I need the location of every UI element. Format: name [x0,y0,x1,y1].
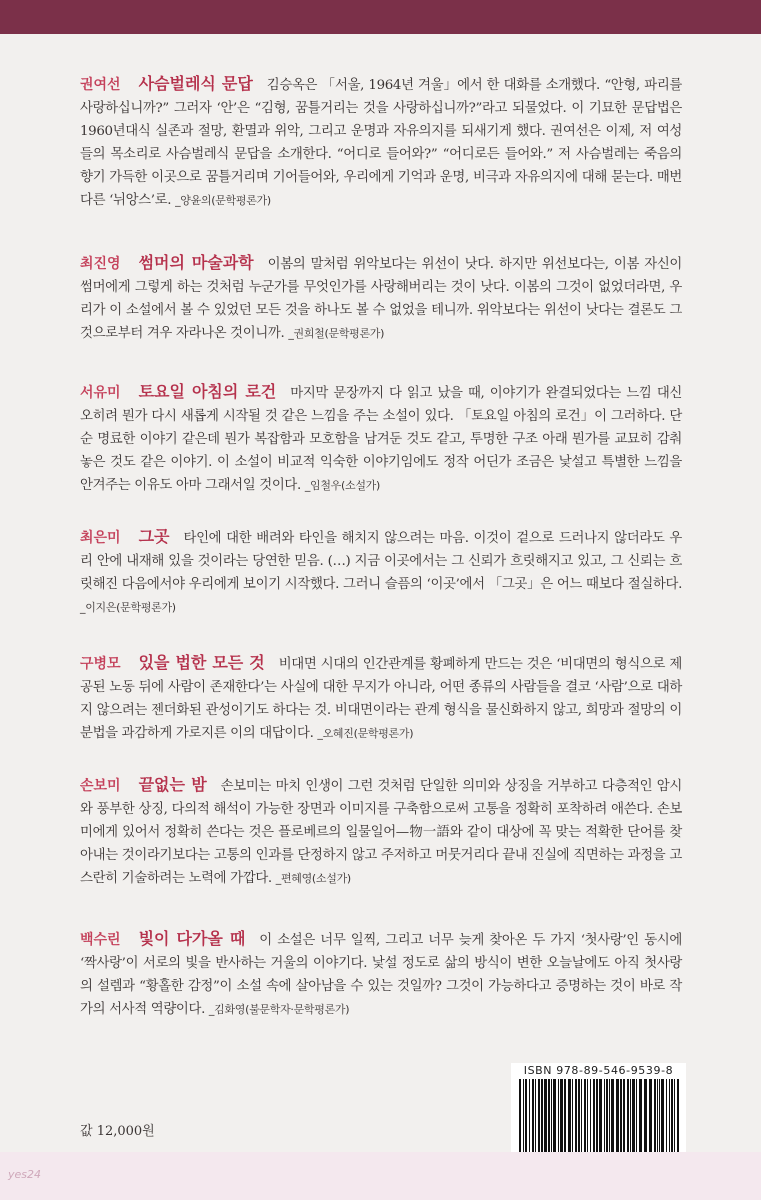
barcode-bar [575,1079,577,1155]
barcode-bar [620,1079,622,1155]
barcode-bar [632,1079,635,1155]
barcode-bar [519,1079,521,1155]
review-4 [80,525,682,619]
review-title: 그곳 [138,527,170,546]
review-credit: _김화영(불문학자·문학평론가) [208,1003,350,1016]
review-title: 썸머의 마술과학 [138,253,254,272]
review-title: 토요일 아침의 로건 [138,382,277,401]
barcode-bar [560,1079,563,1155]
review-author: 서유미 [80,385,121,401]
review-body: 비대면 시대의 인간관계를 황폐하게 만드는 것은 ‘비대면의 형식으로 제공된 노동 뒤에 사람이 존재한다’는 사실에 대한 무지가 아니라, 어떤 종류의 사람들을 결코 ‘사람’으로 대하지 않으려는 젠더화된 관성이기도 하다는 것. 비대면이라는 관계 형식을 물신화하지 않고, 희망과 절망의 이분법을 과감하게 가로지른 이의 대답이다. [80,657,683,741]
review-body: 이봄의 말처럼 위악보다는 위선이 낫다. 하지만 위선보다는, 이봄 자신이 썸머에게 그렇게 하는 것처럼 누군가를 무엇인가를 사랑해버리는 것이 낫다. 이봄의 그것이 없었더라면, 우리가 이 소설에서 볼 수 있었던 모든 것을 하나도 볼 수 없었을 테니까. 위악보다는 위선이 낫다는 결론도 그것으로부터 겨우 자라나온 것이니까. [80,257,682,341]
barcode-bar [578,1079,580,1155]
barcode-bar [551,1079,552,1155]
review-title: 빛이 다가올 때 [138,929,246,948]
barcode-bar [548,1079,550,1155]
bottom-color-band [0,1152,761,1200]
barcode-bar [558,1079,559,1155]
isbn-number: ISBN 978-89-546-9539-8 [523,1064,674,1077]
barcode-bar [644,1079,647,1155]
barcode-bar [671,1079,673,1155]
barcode-bar [584,1079,586,1155]
barcode-bar [616,1079,619,1155]
review-credit: _권희철(문학평론가) [288,327,385,340]
barcode-bar [599,1079,602,1155]
barcode-bar [572,1079,573,1155]
barcode-bar [596,1079,598,1155]
barcode-bar [639,1079,642,1155]
barcode-bar [529,1079,530,1155]
barcode-bar [661,1079,664,1155]
barcode-bar [606,1079,608,1155]
review-title: 끝없는 밤 [138,775,207,794]
review-credit: _편혜영(소설가) [275,872,351,885]
review-author: 최진영 [80,256,121,272]
top-color-band [0,0,761,34]
barcode-bar [564,1079,566,1155]
barcode-bar [677,1079,679,1155]
barcode-bar [553,1079,556,1155]
barcode-bar [630,1079,631,1155]
review-title: 사슴벌레식 문답 [138,74,253,93]
barcode-bar [544,1079,547,1155]
review-credit: _이지은(문학평론가) [80,601,176,614]
review-author: 최은미 [80,530,121,546]
barcode-bar [593,1079,595,1155]
review-title: 있을 법한 모든 것 [138,653,265,672]
barcode-bar [649,1079,652,1155]
review-body: 김승옥은 「서울, 1964년 겨울」에서 한 대화를 소개했다. “안형, 파리를 사랑하십니까?” 그러자 ‘안’은 “김형, 꿈틀거리는 것을 사랑하십니까?”라고 되물었다. 이 기묘한 문답법은 1960년대식 실존과 절망, 환멸과 위악, 그리고 운명과 자유의지를 되새기게 했다. 권여선은 이제, 저 여성들의 목소리로 사슴벌레식 문답을 소개한다. “어디로 들어와?” “어디로든 들어와.” 저 사슴벌레는 죽음의 향기 가득한 이곳으로 꿈틀거리며 기어들어와, 우리에게 기억과 운명, 비극과 자유의지에 대해 묻는다. 매번 다른 ‘뉘앙스’로. [80,78,682,208]
review-author: 구병모 [80,656,121,672]
review-credit: _양윤의(문학평론가) [175,194,271,207]
barcode-bar [535,1079,536,1155]
barcode-bar [657,1079,658,1155]
review-1 [80,72,682,212]
barcode-bar [627,1079,629,1155]
barcode-bars [517,1079,680,1157]
barcode-bar [659,1079,660,1155]
review-body: 타인에 대한 배려와 타인을 해치지 않으려는 마음. 이것이 겉으로 드러나지 않더라도 우리 안에 내재해 있을 것이라는 당연한 믿음. (…) 지금 이곳에서는 그 신뢰가 흐릿해지고 있고, 그 신뢰는 흐릿해진 다음에서야 우리에게 보이기 시작했다. 그러니 슬픔의 ‘이곳’에서 「그곳」은 어느 때보다 절실하다. [80,531,682,592]
barcode-bar [541,1079,543,1155]
barcode-bar [538,1079,540,1155]
review-author: 백수린 [80,932,121,948]
review-author: 손보미 [80,778,121,794]
review-author: 권여선 [80,77,121,93]
review-2 [80,251,682,345]
review-body: 손보미는 마치 인생이 그런 것처럼 단일한 의미와 상징을 거부하고 다층적인 암시와 풍부한 상징, 다의적 해석이 가능한 장면과 이미지를 구축함으로써 고통을 정확히 포착하려 애쓴다. 손보미에게 있어서 정확히 쓴다는 것은 플로베르의 일물일어—物一語와 같이 대상에 꼭 맞는 적확한 단어를 찾아내는 것이라기보다는 고통의 인과를 단정하지 않고 주저하고 머뭇거리다 끝내 진실에 직면하는 과정을 고스란히 기술하려는 노력에 가깝다. [80,779,682,886]
review-body: 마지막 문장까지 다 읽고 났을 때, 이야기가 완결되었다는 느낌 대신 오히려 뭔가 다시 새롭게 시작될 것 같은 느낌을 주는 소설이 있다. 「토요일 아침의 로건」이 그러하다. 단순 명료한 이야기 같은데 뭔가 복잡함과 모호함을 남겨둔 것도 같고, 투명한 구조 아래 뭔가를 교묘히 감춰놓은 것도 같은 이야기. 이 소설이 비교적 익숙한 이야기임에도 정작 어딘가 조금은 낯설고 특별한 느낌을 안겨주는 이유도 아마 그래서일 것이다. [80,386,682,493]
barcode-bar [523,1079,524,1155]
barcode-bar [666,1079,667,1155]
barcode-bar [587,1079,588,1155]
barcode-bar [581,1079,582,1155]
review-credit: _오혜진(문학평론가) [317,727,414,740]
barcode-bar [611,1079,614,1155]
review-3 [80,380,682,497]
barcode-bar [525,1079,527,1155]
barcode-bar [674,1079,675,1155]
barcode-bar [568,1079,571,1155]
review-5 [80,651,682,745]
price-label: 값 12,000원 [80,1124,155,1139]
review-6 [80,773,682,890]
review-body: 이 소설은 너무 일찍, 그리고 너무 늦게 찾아온 두 가지 ‘첫사랑’인 동시에 ‘짝사랑’이 서로의 빛을 반사하는 거울의 이야기다. 낯설 정도로 삶의 방식이 변한 오늘날에도 아직 첫사랑의 설렘과 “황홀한 감정”이 소설 속에 살아남을 수 있는 것일까? 그것이 가능하다고 증명하는 것이 바로 작가의 서사적 역량이다. [80,933,682,1017]
review-credit: _임철우(소설가) [304,479,380,492]
watermark: yes24 [8,1168,42,1181]
review-7 [80,927,682,1021]
barcode-bar [669,1079,670,1155]
barcode-bar [590,1079,591,1155]
barcode-bar [604,1079,605,1155]
barcode-bar [636,1079,637,1155]
barcode-bar [623,1079,625,1155]
barcode-bar [654,1079,656,1155]
barcode-bar [609,1079,610,1155]
barcode-bar [532,1079,534,1155]
